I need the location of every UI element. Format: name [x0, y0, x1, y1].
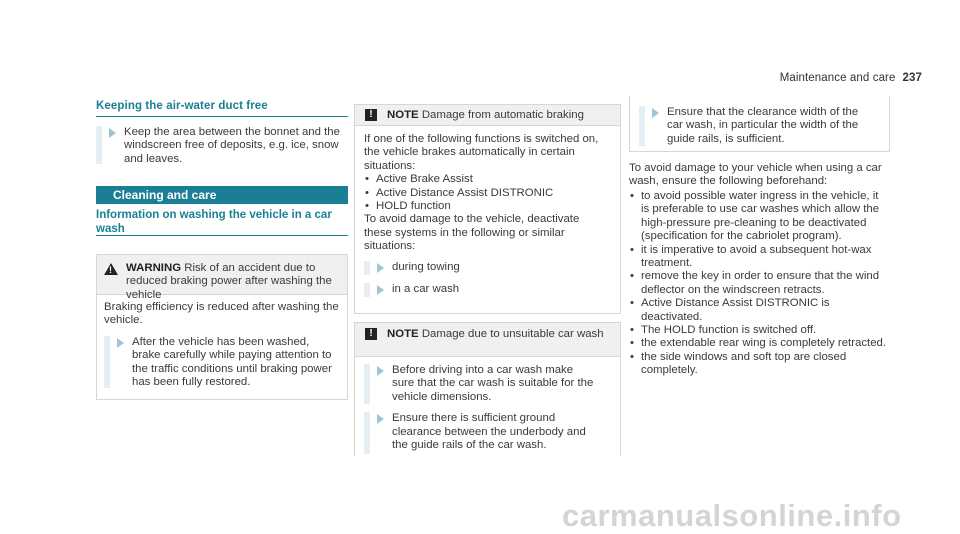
note1-title: Damage from automatic braking: [421, 109, 584, 121]
step-text: Ensure there is sufficient ground clearance between the underbody and the guide rails of the car wash.: [392, 412, 586, 452]
warning-step: [104, 336, 347, 390]
step-bar: [104, 336, 110, 388]
watermark: carmanualsonline.info: [562, 498, 902, 533]
list-item: • Active Distance Assist DISTRONIC: [364, 187, 620, 200]
step-bar: [364, 364, 370, 404]
note1-body: If one of the following functions is switched on, the vehicle brakes automatically in certain situations:: [364, 133, 599, 172]
note2-title: Damage due to unsuitable car wash: [421, 328, 604, 340]
note-icon: !: [365, 109, 377, 121]
note-automatic-braking: [354, 104, 621, 314]
page-number: 237: [902, 72, 922, 84]
heading-air-water-duct: Keeping the air-water duct free: [96, 100, 268, 112]
warning-triangle-icon: !: [104, 263, 118, 275]
car-wash-intro: To avoid damage to your vehicle when using a car wash, ensure the following beforehand:: [629, 162, 882, 188]
note2-step: [364, 412, 620, 454]
step-arrow-icon: [377, 263, 384, 273]
note2-step: [364, 364, 620, 404]
step-text: in a car wash: [392, 282, 460, 295]
list-item: • HOLD function: [364, 200, 620, 213]
warning-header: [97, 255, 347, 301]
step-text: Before driving into a car wash make sure that the car wash is suitable for the vehicle dimensions.: [392, 364, 594, 403]
step-arrow-icon: [377, 285, 384, 295]
list-item: • Active Brake Assist: [364, 173, 620, 186]
note1-step: [364, 283, 620, 297]
step-text: Ensure that the clearance width of the car wash, in particular the width of the guide rails, is sufficient.: [667, 106, 859, 145]
section-title: Maintenance and care: [779, 72, 896, 84]
step-arrow-icon: [109, 128, 116, 138]
warning-step-text: After the vehicle has been washed, brake carefully while paying attention to the traffic conditions until braking power has been fully restored.: [132, 335, 332, 389]
note1-list: [355, 173, 620, 213]
section-banner: Cleaning and care: [96, 186, 348, 204]
warning-box: [96, 254, 348, 400]
subheading-rule: [96, 235, 348, 236]
step-arrow-icon: [652, 108, 659, 118]
page-header: [780, 72, 922, 84]
warning-title-text: [126, 262, 341, 302]
note2-title-text: [387, 328, 607, 341]
list-item: • remove the key in order to ensure that the wind deflector on the windscreen retracts.: [629, 270, 887, 297]
note1-title-text: [387, 109, 584, 122]
step-text: Keep the area between the bonnet and the windscreen free of deposits, e.g. ice, snow and leaves.: [124, 126, 340, 165]
step-bar: [364, 283, 370, 297]
list-item: • the side windows and soft top are closed completely.: [629, 351, 887, 378]
note1-step: [364, 261, 620, 275]
note-unsuitable-car-wash: [354, 322, 621, 456]
step-bar: [364, 261, 370, 275]
clearance-step: [639, 106, 889, 146]
step-text: during towing: [392, 260, 460, 273]
note1-header: [355, 105, 620, 126]
list-item: • Active Distance Assist DISTRONIC is deactivated.: [629, 297, 887, 324]
warning-body: Braking efficiency is reduced after washing the vehicle.: [104, 301, 339, 327]
car-wash-checklist: [629, 190, 887, 378]
step-bar: [364, 412, 370, 454]
note1-after: To avoid damage to the vehicle, deactivate these systems in the following or similar situations:: [364, 213, 580, 253]
list-item: • to avoid possible water ingress in the vehicle, it is preferable to use car washes which allow the high-pressure pre-cleaning to be deactivated (specification for the cabriolet program).: [629, 190, 887, 244]
warning-title: Risk of an accident due to reduced braking power after washing the vehicle: [126, 262, 332, 301]
list-item: • The HOLD function is switched off.: [629, 324, 887, 337]
step-bar: [639, 106, 645, 146]
step-arrow-icon: [377, 366, 384, 376]
heading-rule: [96, 116, 348, 117]
list-item: • the extendable rear wing is completely retracted.: [629, 337, 887, 350]
list-item: • it is imperative to avoid a subsequent hot-wax treatment.: [629, 244, 887, 271]
note-icon: !: [365, 328, 377, 340]
step-keep-area-free: [96, 126, 348, 166]
note2-header: [355, 323, 620, 357]
note1-label: NOTE: [387, 109, 419, 121]
warning-label: WARNING: [126, 262, 182, 274]
subheading-car-wash: Information on washing the vehicle in a car wash: [96, 209, 332, 235]
box-clearance-step: [629, 96, 890, 152]
step-arrow-icon: [117, 338, 124, 348]
step-bar: [96, 126, 102, 164]
step-arrow-icon: [377, 414, 384, 424]
note2-label: NOTE: [387, 328, 419, 340]
